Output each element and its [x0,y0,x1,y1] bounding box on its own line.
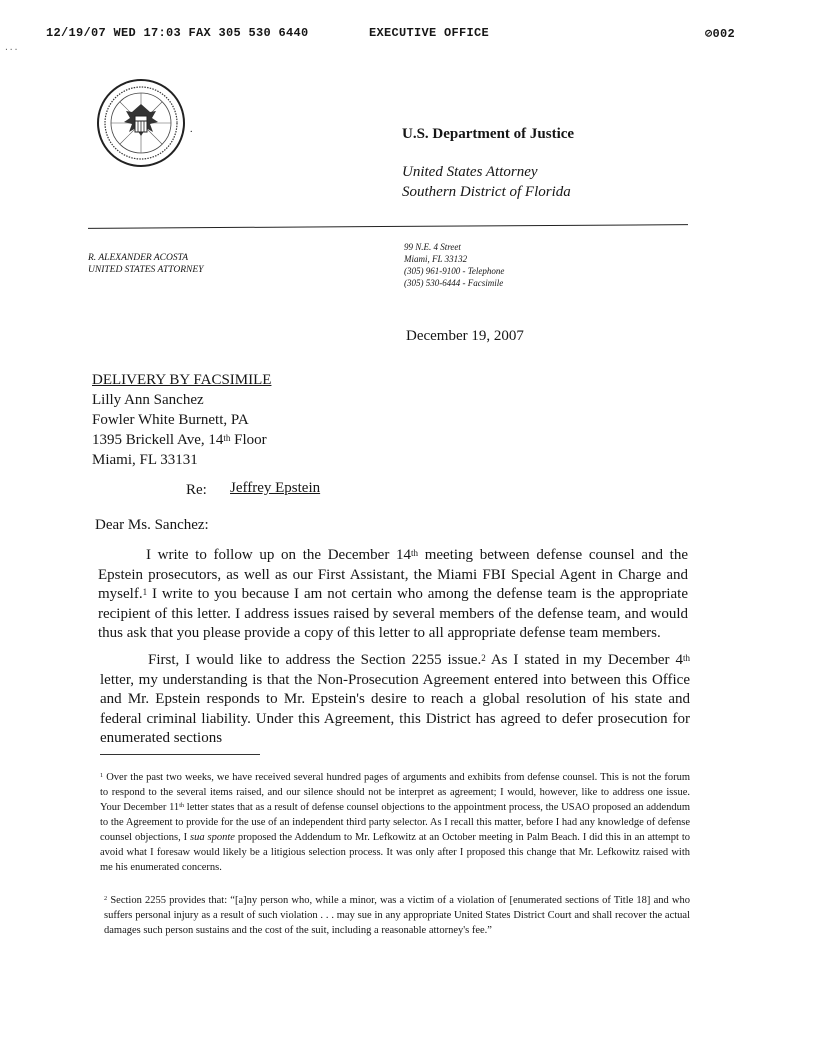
seal-mark: . [190,124,193,135]
address-telephone: (305) 961-9100 - Telephone [404,266,505,276]
re-label: Re: [186,482,207,498]
recipient-name: Lilly Ann Sanchez [92,392,204,408]
paragraph-1: I write to follow up on the December 14th meeting between defense counsel and the Epstein prosecutors, as well as our First Assistant, the Miami FBI Special Agent in Charge and myself.$^1$ I write to you because I am not certain who among the defense team is the appropriate recipient of this letter. I address issues raised by several members of the defense team, and would thus ask that you please provide a copy of this letter to all appropriate defense team members. [98,547,688,641]
footnote-1: $^1$ Over the past two weeks, we have received several hundred pages of arguments and exhibits from defense counsel. This is not the forum to respond to the several items raised, and our silence should not be interpret as agreement; I would, however, like to address one issue. Your December 11th letter states that as a result of defense counsel objections to the appointment process, the USAO proposed an addendum to the Agreement to provide for the use of an independent third party selector. As I recall this matter, before I had any knowledge of defense counsel objections, I sua sponte proposed the Addendum to Mr. Lefkowitz at an October meeting in Palm Beach. I did this in an attempt to avoid what I foresaw would likely be a litigious selection process. It was only after I proposed this change that Mr. Lefkowitz raised with me his enumerated concerns. [100,772,691,873]
letter-date: December 19, 2007 [406,328,524,344]
office-line-2: Southern District of Florida [402,184,571,200]
footnote-ref-2: 2 [481,653,486,663]
recipient-firm: Fowler White Burnett, PA [92,412,249,428]
recipient-street: 1395 Brickell Ave, 14th Floor [92,432,267,448]
sender-title: UNITED STATES ATTORNEY [88,265,204,275]
fax-header-page: ⊘002 [705,27,736,41]
delivery-method: DELIVERY BY FACSIMILE [92,372,272,388]
address-facsimile: (305) 530-6444 - Facsimile [404,278,504,288]
doj-seal-icon [96,78,186,168]
re-subject: Jeffrey Epstein [230,480,321,496]
recipient-city: Miami, FL 33131 [92,452,198,468]
footnote-ref-1: 1 [142,587,148,597]
office-line-1: United States Attorney [402,164,538,180]
fax-speck: ... [4,44,19,53]
fax-header-center: EXECUTIVE OFFICE [369,26,490,40]
footnote-separator [100,754,260,755]
footnote-2: $^2$ Section 2255 provides that: “[a]ny person who, while a minor, was a victim of a violation of [enumerated sections of Title 18] and who suffers personal injury as a result of such violation . . . may sue in any appropriate United States District Court and shall recover the actual damages such person sustains and the cost of the suit, including a reasonable attorney's fee.” [104,895,690,936]
address-city: Miami, FL 33132 [404,254,468,264]
department-name: U.S. Department of Justice [402,126,575,142]
salutation: Dear Ms. Sanchez: [95,517,209,533]
paragraph-2: First, I would like to address the Section 2255 issue.$^2$ As I stated in my December 4th letter, my understanding is that the Non-Prosecution Agreement entered into between this Office and Mr. Epstein responds to Mr. Epstein's desire to reach a global resolution of his state and federal criminal liability. Under this Agreement, this District has agreed to defer prosecution for enumerated sections [100,652,690,746]
address-street: 99 N.E. 4 Street [404,242,461,252]
sender-name: R. ALEXANDER ACOSTA [88,253,189,263]
letterhead-rule [88,224,688,229]
fax-header-left: 12/19/07 WED 17:03 FAX 305 530 6440 [46,26,309,40]
